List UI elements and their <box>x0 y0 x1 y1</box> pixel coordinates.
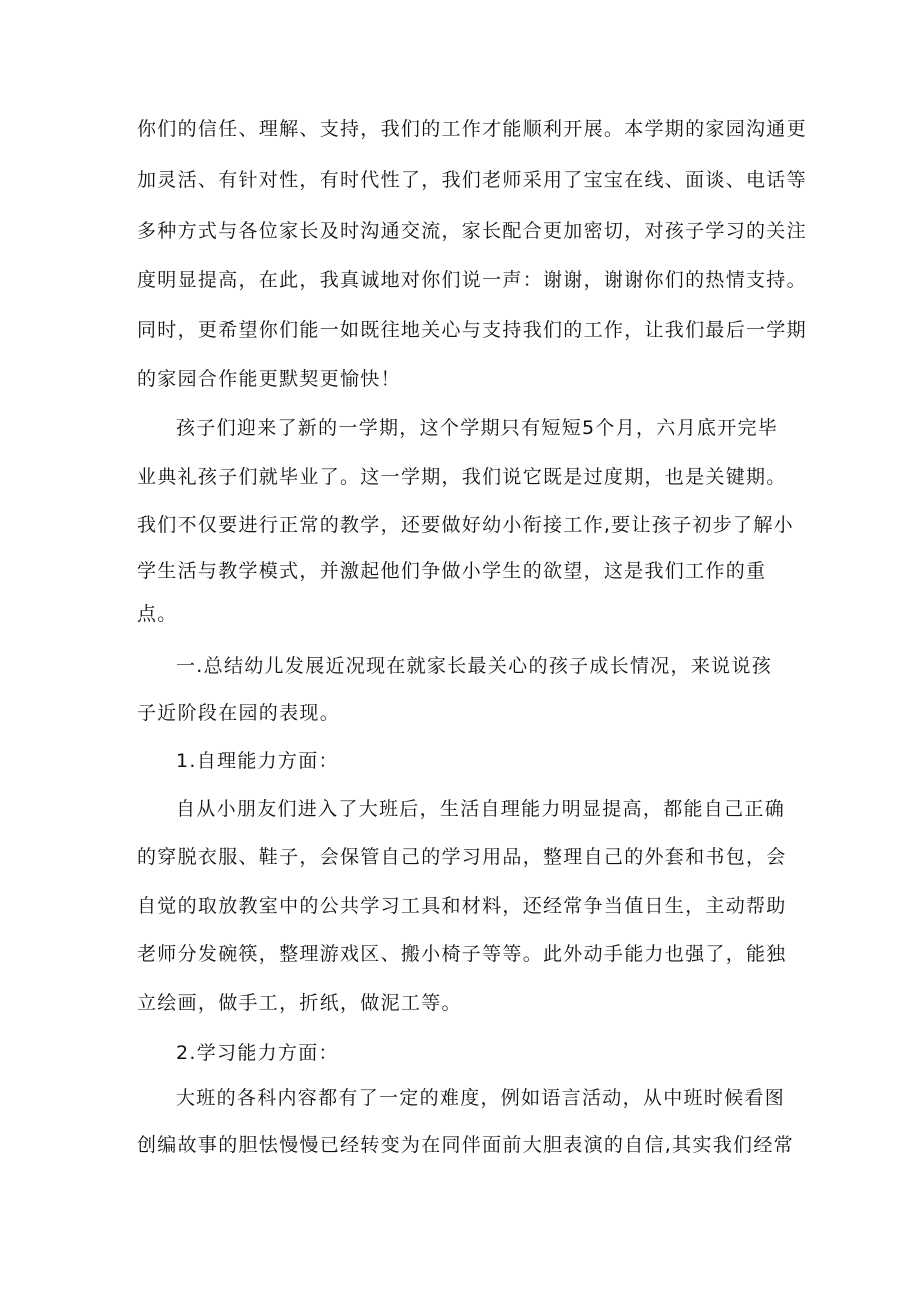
text-line: 的穿脱衣服、鞋子，会保管自己的学习用品，整理自己的外套和书包，会 <box>137 846 787 868</box>
text-line: 创编故事的胆怯慢慢已经转变为在同伴面前大胆表演的自信,其实我们经常 <box>137 1134 794 1156</box>
text-line: 自从小朋友们进入了大班后，生活自理能力明显提高，都能自己正确 <box>176 798 786 820</box>
text-line: 点。 <box>137 603 178 625</box>
text-line: 子近阶段在园的表现。 <box>137 702 341 724</box>
section-heading: 2.学习能力方面： <box>176 1042 339 1064</box>
text-line: 学生活与教学模式，并激起他们争做小学生的欲望，这是我们工作的重 <box>137 560 767 582</box>
text-line: 你们的信任、理解、支持，我们的工作才能顺利开展。本学期的家园沟通更 <box>137 118 807 140</box>
text-line: 同时，更希望你们能一如既往地关心与支持我们的工作，让我们最后一学期 <box>137 319 807 341</box>
text-line: 多种方式与各位家长及时沟通交流，家长配合更加密切，对孩子学习的关注 <box>137 220 807 242</box>
text-line: 立绘画，做手工，折纸，做泥工等。 <box>137 992 462 1014</box>
text-line: 业典礼孩子们就毕业了。这一学期，我们说它既是过度期，也是关键期。 <box>137 466 787 488</box>
text-line: 老师分发碗筷，整理游戏区、搬小椅子等等。此外动手能力也强了，能独 <box>137 943 787 965</box>
text-line: 一.总结幼儿发展近况现在就家长最关心的孩子成长情况，来说说孩 <box>176 655 773 677</box>
text-line: 加灵活、有针对性，有时代性了，我们老师采用了宝宝在线、面谈、电话等 <box>137 169 807 191</box>
text-line: 我们不仅要进行正常的教学，还要做好幼小衔接工作,要让孩子初步了解小 <box>137 514 794 536</box>
text-line: 度明显提高，在此，我真诚地对你们说一声：谢谢，谢谢你们的热情支持。 <box>137 269 807 291</box>
text-line: 大班的各科内容都有了一定的难度，例如语言活动，从中班时候看图 <box>176 1087 786 1109</box>
text-line: 的家园合作能更默契更愉快！ <box>137 368 401 390</box>
text-line: 孩子们迎来了新的一学期，这个学期只有短短5个月，六月底开完毕 <box>176 417 779 439</box>
section-heading: 1.自理能力方面： <box>176 750 339 772</box>
text-line: 自觉的取放教室中的公共学习工具和材料，还经常争当值日生，主动帮助 <box>137 895 787 917</box>
